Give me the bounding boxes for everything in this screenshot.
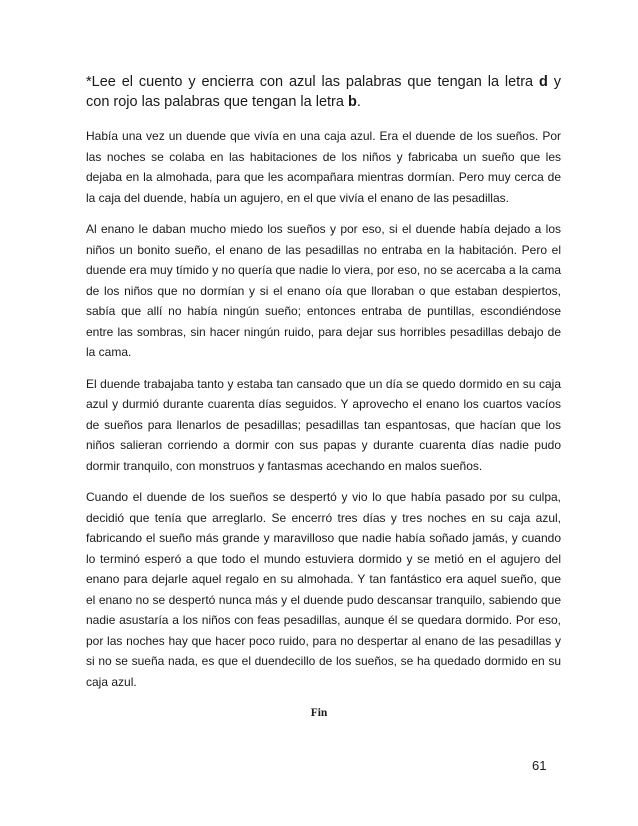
story-paragraph-4: Cuando el duende de los sueños se despertó y vio lo que había pasado por su culpa, decidió que tenía que arreglarlo. Se encerró tres días y tres noches en su caja azul, fabricando el sueño más grande y maravilloso que nadie había soñado jamás, y cuando lo terminó esperó a que todo el mundo estuviera dormido y se metió en el agujero del enano para dejarle aquel regalo en su almohada. Y tan fantástico era aquel sueño, que el enano no se despertó nunca más y el duende pudo descansar tranquilo, sabiendo que nadie asustaría a los niños con feas pesadillas, aunque él se quedara dormido. Por eso, por las noches hay que hacer poco ruido, para no despertar al enano de las pesadillas y si no se sueña nada, es que el duendecillo de los sueños, se ha quedado dormido en su caja azul. <box>86 490 561 689</box>
story-paragraph-3: El duende trabajaba tanto y estaba tan cansado que un día se quedo dormido en su caja azul y durmió durante cuarenta días seguidos. Y aprovecho el enano los cuartos vacíos de sueños para llenarlos de pesadillas; pesadillas tan espantosas, que hacían que los niños salieran corriendo a dormir con sus papas y durante cuarenta días nadie pudo dormir tranquilo, con monstruos y fantasmas acechando en malos sueños. <box>86 376 561 473</box>
instruction-part-1: *Lee el cuento y encierra con azul las palabras que tengan la letra <box>86 74 539 90</box>
instruction-part-3: . <box>356 94 361 110</box>
page-content <box>86 72 561 703</box>
instruction-text <box>86 72 561 112</box>
instruction-letter-b: b <box>347 94 357 110</box>
instruction-letter-d: d <box>539 74 548 90</box>
story-paragraph-1: Había una vez un duende que vivía en una caja azul. Era el duende de los sueños. Por las noches se colaba en las habitaciones de los niños y fabricaba un sueño que les dejaba en la almohada, para que les acompañara mientras dormían. Pero muy cerca de la caja del duende, había un agujero, en el que vivía el enano de las pesadillas. <box>86 129 561 205</box>
story-paragraph-2: Al enano le daban mucho miedo los sueños y por eso, si el duende había dejado a los niños un bonito sueño, el enano de las pesadillas no entraba en la habitación. Pero el duende era muy tímido y no quería que nadie lo viera, por eso, no se acercaba a la cama de los niños que no dormían y si el enano oía que lloraban o que estaban despiertos, sabía que allí no había ningún sueño; entonces entraba de puntillas, escondiéndose entre las sombras, sin hacer ningún ruido, para dejar sus horribles pesadillas debajo de la cama. <box>86 222 561 359</box>
instruction-part-2: y con rojo las palabras que tengan la letra <box>86 74 561 110</box>
page-number: 61 <box>532 758 547 773</box>
story-ending: Fin <box>310 707 328 719</box>
